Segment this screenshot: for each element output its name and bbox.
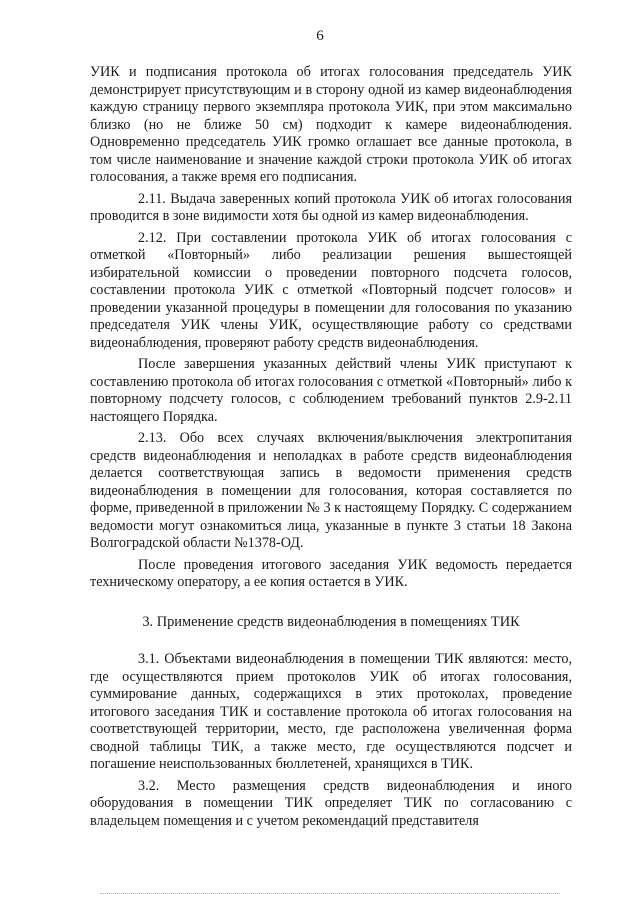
section-heading: 3. Применение средств видеонаблюдения в помещениях ТИК <box>142 613 520 630</box>
paragraph-after-2-12: После завершения указанных действий члены УИК приступают к составлению протокола об итогах голосования с отметкой «Повторный» либо к повторному подсчету голосов, с соблюдением требований пунктов 2.9-2.11 настоящего Порядка. <box>90 356 572 425</box>
paragraph-3-1: 3.1. Объектами видеонаблюдения в помещении ТИК являются: место, где осуществляются прием протоколов УИК об итогах голосования, суммирование данных, содержащихся в этих протоколах, проведение итогового заседания ТИК и составление протокола об итогах голосования на соответствующей территории, место, где расположена увеличенная форма сводной таблицы ТИК, а также место, где осуществляются подсчет и погашение неиспользованных бюллетеней, хранящихся в ТИК. <box>90 651 572 772</box>
paragraph-continuation: УИК и подписания протокола об итогах голосования председатель УИК демонстрирует присутствующим и в сторону одной из камер видеонаблюдения каждую страницу первого экземпляра протокола УИК, при этом максимально близко (но не ближе 50 см) подходит к камере видеонаблюдения. Одновременно председатель УИК громко оглашает все данные протокола, в том числе наименование и значение каждой строки протокола УИК об итогах голосования, а также время его подписания. <box>90 64 572 185</box>
paragraph-3-2: 3.2. Место размещения средств видеонаблюдения и иного оборудования в помещении ТИК определяет ТИК по согласованию с владельцем помещения и с учетом рекомендаций представителя <box>90 777 572 829</box>
document-body <box>90 64 572 834</box>
scan-artifact-line <box>100 893 560 896</box>
page-number: 6 <box>316 28 324 44</box>
paragraph-after-2-13: После проведения итогового заседания УИК ведомость передается техническому оператору, а ее копия остается в УИК. <box>90 556 572 590</box>
paragraph-2-11: 2.11. Выдача заверенных копий протокола УИК об итогах голосования проводится в зоне видимости хотя бы одной из камер видеонаблюдения. <box>90 190 572 224</box>
paragraph-2-13: 2.13. Обо всех случаях включения/выключения электропитания средств видеонаблюдения и неполадках в работе средств видеонаблюдения делается соответствующая запись в ведомости применения средств видеонаблюдения в помещении для голосования, которая составляется по форме, приведенной в приложении № 3 к настоящему Порядку. С содержанием ведомости могут ознакомиться лица, указанные в пункте 3 статьи 18 Закона Волгоградской области №1378-ОД. <box>90 430 572 551</box>
paragraph-2-12: 2.12. При составлении протокола УИК об итогах голосования с отметкой «Повторный» либо реализации решения вышестоящей избирательной комиссии о проведении повторного подсчета голосов, составлении протокола УИК с отметкой «Повторный подсчет голосов» и проведении указанной процедуры в помещении для голосования по указанию председателя УИК члены УИК, осуществляющие работу со средствами видеонаблюдения, проверяют работу средств видеонаблюдения. <box>90 229 572 351</box>
